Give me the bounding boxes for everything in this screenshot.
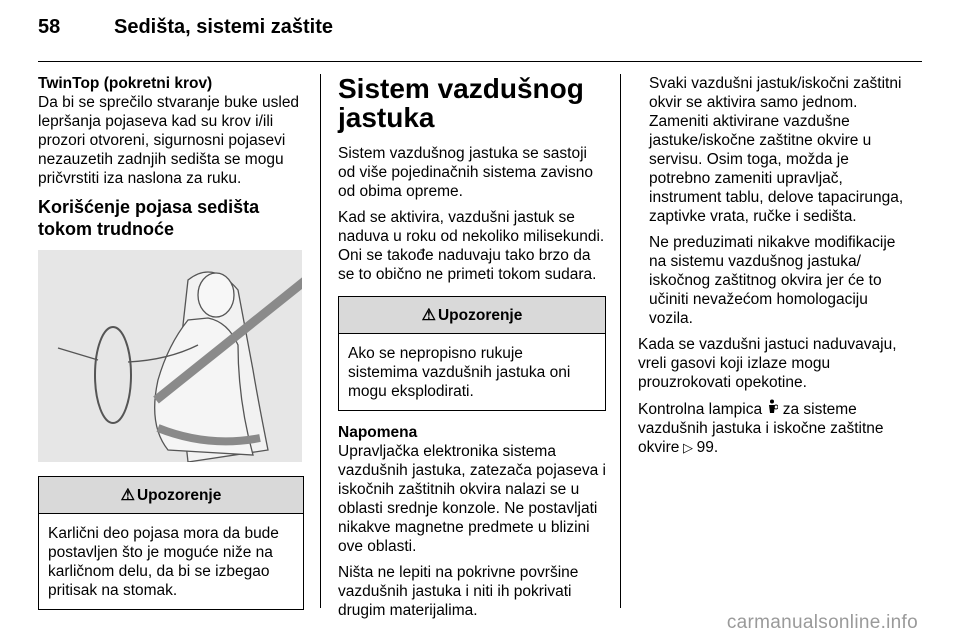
note-text: Ništa ne lepiti na pokrivne površine vazdušnih jastuka i niti ih pokrivati drugim materijalima. [338,564,579,619]
warning-triangle-icon: ⚠ [120,487,135,504]
indicator-text-prefix: Kontrolna lampica [638,401,763,418]
paragraph-indicator [638,399,904,457]
warning-box-text: Karlični deo pojasa mora da bude postavljen što je moguće niže na karličnom delu, da bi se izbegao pritisak na stomak. [48,525,279,599]
paragraph: Ne preduzimati nikakve modifikacije na sistemu vazdušnog jastuka/ iskočnog zaštitnog okvira jer će to učiniti nevažećom homologaciju vozila. [649,234,896,327]
page-title: Sedišta, sistemi zaštite [114,16,333,38]
warning-triangle-icon: ⚠ [421,307,436,324]
note-title: Napomena [338,424,418,441]
note-text: Upravljačka elektronika sistema vazdušnih jastuka, zatezača pojaseva i iskočnih zaštitnih okvira nalazi se u oblasti srednje konzole. Ne postavljati nikakve magnetne predmete u blizini ove oblasti. [338,443,606,555]
page-number: 58 [38,16,61,38]
paragraph: Svaki vazdušni jastuk/iskočni zaštitni okvir se aktivira samo jednom. Zameniti aktivirane vazdušne jastuke/iskočne zaštitne okvire u servisu. Osim toga, možda je potrebno zameniti upravljač, instrument tablu, delove tapacirunga, zaptivke vrata, ručke i sedišta. [649,75,904,225]
page-reference-arrow-icon: ▷ [679,440,697,455]
page-header [38,16,333,39]
topic-title: TwinTop (pokretni krov) [38,75,213,92]
airbag-indicator-icon [766,401,782,418]
pregnant-seatbelt-illustration [38,250,302,462]
column-middle [338,74,606,627]
header-rule [38,61,922,62]
warning-box-title: Upozorenje [136,487,222,504]
warning-box-pregnancy [38,476,304,610]
indicator-text: za sisteme vazdušnih jastuka i iskočne zaštitne okvire [638,401,884,456]
warning-box-text: Ako se nepropisno rukuje sistemima vazdušnih jastuka oni mogu eksplodirati. [348,345,571,400]
seatbelt-drawing [38,250,302,462]
column-left [38,74,304,610]
topic-text: Da bi se sprečilo stvaranje buke usled lepršanja pojaseva kad su krov i/ili prozori otvoreni, sigurnosni pojasevi nezauzetih zadnjih sedišta se mogu pričvrstiti iza naslona za ruku. [38,94,300,187]
paragraph: Kada se vazdušni jastuci naduvavaju, vreli gasovi koji izlaze mogu prouzrokovati opekotine. [638,336,897,391]
warning-box-header [339,297,605,334]
warning-box-airbag [338,296,606,411]
page-reference[interactable]: 99. [696,439,719,456]
section-heading: Sistem vazdušnog jastuka [338,73,584,133]
column-right [638,74,904,464]
column-divider [620,74,621,608]
section-title: Korišćenje pojasa sedišta tokom trudnoće [38,197,260,239]
paragraph: Kad se aktivira, vazdušni jastuk se naduva u roku od nekoliko milisekundi. Oni se takođe naduvaju tako brzo da se to obično ne primeti tokom sudara. [338,209,605,283]
warning-box-title: Upozorenje [437,307,523,324]
paragraph: Sistem vazdušnog jastuka se sastoji od više pojedinačnih sistema zavisno od obima opreme. [338,145,594,200]
warning-box-header [39,477,303,514]
column-divider [320,74,321,608]
watermark: carmanualsonline.info [726,612,918,633]
